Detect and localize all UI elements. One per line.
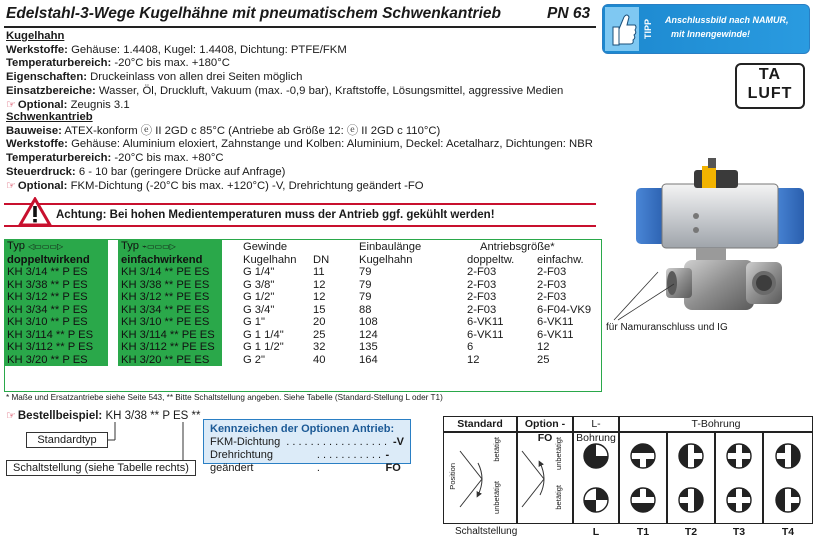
act-control: Steuerdruck: 6 - 10 bar (geringere Drücke auf Anfrage) xyxy=(6,165,286,178)
cell-dn: 32 xyxy=(313,341,326,353)
cell-typ-ew: KH 3/12 ** PE ES xyxy=(118,291,222,304)
cell-antrieb-einf: 2-F03 xyxy=(537,278,567,291)
label-l: L xyxy=(592,526,600,538)
col-dop: doppeltw. xyxy=(467,253,515,266)
warning-icon xyxy=(18,197,52,227)
bore-t4-icon xyxy=(776,444,800,512)
col-einbau-2: Kugelhahn xyxy=(359,253,413,266)
cell-antrieb-dop: 6 xyxy=(467,341,474,353)
page-title: Edelstahl-3-Wege Kugelhähne mit pneumatischem Schwenkantrieb xyxy=(6,5,501,22)
cell-gewinde: G 2" xyxy=(243,353,266,366)
cell-dn: 40 xyxy=(313,353,326,366)
cell-antrieb-dop: 2-F03 xyxy=(467,291,497,303)
standardtyp-box: Standardtyp xyxy=(26,432,108,448)
bv-uses: Einsatzbereiche: Wasser, Öl, Druckluft, Vakuum (max. -0,9 bar), Kraftstoffe, Lösungsmittel, aggressive Medien xyxy=(6,84,564,97)
cell-antrieb-dop: 6-VK11 xyxy=(467,328,504,341)
switch-standard-header: Standard xyxy=(443,416,517,432)
spacer xyxy=(222,354,240,367)
col-gewinde: Gewinde xyxy=(243,240,288,253)
cell-typ-ew: KH 3/10 ** PE ES xyxy=(118,316,222,329)
act-design: Bauweise: ATEX-konform ⓔ II 2GD c 85°C (Antriebe ab Größe 12: ⓔ II 2GD c 110°C) xyxy=(6,124,441,137)
tip-text xyxy=(665,13,789,41)
spacer xyxy=(222,316,240,329)
spacer xyxy=(108,341,118,354)
label-t3: T3 xyxy=(732,526,746,538)
cell-typ-dw: KH 3/10 ** P ES xyxy=(4,316,108,329)
pointing-hand-icon: ☞ xyxy=(6,410,16,422)
cell-typ-ew: KH 3/20 ** PE ES xyxy=(118,354,222,367)
betaetigt-label: betätigt xyxy=(492,437,501,462)
cell-antrieb-dop: 2-F03 xyxy=(467,303,497,316)
warning-bar xyxy=(4,203,596,225)
ball-valve-section xyxy=(6,30,563,112)
bv-temp: Temperaturbereich: -20°C bis max. +180°C xyxy=(6,57,230,70)
unbetaetigt-label: unbetätigt xyxy=(492,481,501,514)
badge-line-1: TA xyxy=(758,66,782,83)
warning-rule-bottom xyxy=(4,225,596,227)
cell-antrieb-dop: 12 xyxy=(467,353,480,366)
footnote: * Maße und Ersatzantriebe siehe Seite 543, ** Bitte Schaltstellung angeben. Siehe Tabelle (Standard-Stellung L oder T1) xyxy=(6,393,443,402)
col-antrieb: Antriebsgröße* xyxy=(480,240,555,253)
cell-gewinde: G 1/2" xyxy=(243,291,275,303)
cell-einbau: 79 xyxy=(359,266,372,278)
bore-l-icon xyxy=(584,444,608,512)
spacer xyxy=(108,304,118,317)
schaltstellung-label: Schaltstellung xyxy=(455,526,518,537)
table-row xyxy=(4,291,620,304)
t-bohrung-header: T-Bohrung xyxy=(619,416,813,432)
table-row xyxy=(4,341,620,354)
spacer xyxy=(108,240,118,254)
cell-antrieb-einf: 6-VK11 xyxy=(537,316,574,328)
product-table-body xyxy=(4,266,620,366)
switch-option-header: Option -FO xyxy=(517,416,573,432)
cell-einbau: 88 xyxy=(359,303,372,316)
actuator-heading: Schwenkantrieb xyxy=(6,111,93,123)
label-t4: T4 xyxy=(781,526,795,538)
cell-typ-ew: KH 3/114 ** PE ES xyxy=(118,329,222,342)
cell-typ-ew: KH 3/34 ** PE ES xyxy=(118,304,222,317)
schaltstellung-box: Schaltstellung (siehe Tabelle rechts) xyxy=(6,460,196,476)
cell-antrieb-einf: 6-F04-VK9 xyxy=(537,303,592,316)
spacer xyxy=(222,291,240,304)
order-connectors xyxy=(0,420,210,490)
col-typ-ew: Typ ⌁▭▭▭▷ xyxy=(118,240,222,254)
cell-einbau: 124 xyxy=(359,328,378,341)
cell-antrieb-einf: 2-F03 xyxy=(537,291,567,303)
spacer xyxy=(108,316,118,329)
cell-gewinde: G 3/4" xyxy=(243,303,275,316)
tip-label: TIPP xyxy=(643,19,653,40)
badge-line-2: LUFT xyxy=(747,85,793,102)
cell-typ-ew: KH 3/112 ** PE ES xyxy=(118,341,222,354)
table-row xyxy=(4,304,620,317)
col-ew-label: einfachwirkend xyxy=(118,254,222,267)
bv-props: Eigenschaften: Druckeinlass von allen drei Seiten möglich xyxy=(6,71,303,84)
betaetigt-label: betätigt xyxy=(554,485,563,510)
cell-einbau: 108 xyxy=(359,316,378,328)
spacer xyxy=(108,354,118,367)
cell-einbau: 164 xyxy=(359,353,378,366)
option-fkm: FKM-Dichtung . . . . . . . . . . . . . . . . . -V xyxy=(210,436,404,448)
cell-dn: 12 xyxy=(313,278,326,291)
tip-line-2: mit Innengewinde! xyxy=(671,29,751,39)
options-box xyxy=(203,419,411,474)
cell-typ-ew: KH 3/14 ** PE ES xyxy=(118,266,222,279)
spacer xyxy=(108,279,118,292)
dots: . . . . . . . . . . . . . . . . . xyxy=(286,436,388,448)
cell-antrieb-einf: 12 xyxy=(537,341,550,353)
dots: . . . . . . . . . . . . xyxy=(316,449,382,474)
position-label: Position xyxy=(448,463,457,490)
bore-symbols xyxy=(573,432,813,524)
order-example: ☞ Bestellbeispiel: KH 3/38 ** P ES ** xyxy=(6,410,201,422)
label-t2: T2 xyxy=(684,526,698,538)
cell-gewinde: G 3/8" xyxy=(243,278,275,291)
cell-typ-dw: KH 3/114 ** P ES xyxy=(4,329,108,342)
cell-dn: 11 xyxy=(313,266,325,278)
act-optional: ☞ Optional: FKM-Dichtung (-20°C bis max. +120°C) -V, Drehrichtung geändert -FO xyxy=(6,179,424,192)
table-row xyxy=(4,316,620,329)
position-diagram-fo-icon xyxy=(518,433,574,525)
cell-antrieb-dop: 6-VK11 xyxy=(467,316,504,328)
bore-t3-icon xyxy=(727,444,751,512)
cell-typ-dw: KH 3/14 ** P ES xyxy=(4,266,108,279)
spacer xyxy=(222,240,240,254)
cell-einbau: 79 xyxy=(359,278,372,291)
cell-antrieb-einf: 6-VK11 xyxy=(537,328,574,341)
spacer xyxy=(222,279,240,292)
unbetaetigt-label: unbetätigt xyxy=(554,437,563,470)
options-heading: Kennzeichen der Optionen Antrieb: xyxy=(210,423,395,435)
standard-diagram xyxy=(443,432,517,524)
table-row xyxy=(4,329,620,342)
switch-position-table xyxy=(443,416,813,541)
pointing-hand-icon: ☞ xyxy=(6,179,16,192)
bore-t1-icon xyxy=(631,444,655,512)
l-bohrung-header: L-Bohrung xyxy=(573,416,619,432)
cell-gewinde: G 1" xyxy=(243,316,266,328)
tip-line-1: Anschlussbild nach NAMUR, xyxy=(665,15,789,25)
cell-antrieb-einf: 2-F03 xyxy=(537,266,567,278)
spacer xyxy=(108,266,118,279)
warning-text: Achtung: Bei hohen Medientemperaturen muss der Antrieb ggf. gekühlt werden! xyxy=(56,209,495,221)
cell-typ-dw: KH 3/12 ** P ES xyxy=(4,291,108,304)
table-row xyxy=(4,266,620,279)
cell-typ-ew: KH 3/38 ** PE ES xyxy=(118,279,222,292)
tip-banner xyxy=(602,4,810,54)
cell-typ-dw: KH 3/20 ** P ES xyxy=(4,354,108,367)
valve-symbol-icon: ⌁▭▭▭▷ xyxy=(142,242,176,251)
spacer xyxy=(222,266,240,279)
actuator-section xyxy=(6,111,593,193)
act-materials: Werkstoffe: Gehäuse: Aluminium eloxiert, Zahnstange und Kolben: Aluminium, Deckel: Acetalharz, Dichtungen: NBR xyxy=(6,138,593,151)
cell-typ-dw: KH 3/38 ** P ES xyxy=(4,279,108,292)
cell-dn: 15 xyxy=(313,303,326,316)
col-einbau: Einbaulänge xyxy=(359,240,422,253)
spacer xyxy=(108,254,118,267)
namur-note: für Namuranschluss und IG xyxy=(606,322,728,333)
pointing-hand-icon: ☞ xyxy=(6,98,16,111)
col-dw-label: doppeltwirkend xyxy=(4,254,108,267)
spacer xyxy=(222,304,240,317)
col-kugelhahn: Kugelhahn xyxy=(243,253,297,266)
cell-gewinde: G 1/4" xyxy=(243,266,275,278)
warning-rule-top xyxy=(4,203,596,205)
bore-t2-icon xyxy=(679,444,703,512)
cell-typ-dw: KH 3/34 ** P ES xyxy=(4,304,108,317)
col-dn: DN xyxy=(313,253,330,266)
cell-antrieb-einf: 25 xyxy=(537,353,550,366)
cell-antrieb-dop: 2-F03 xyxy=(467,266,497,278)
spacer xyxy=(222,329,240,342)
label-t1: T1 xyxy=(636,526,650,538)
ta-luft-badge xyxy=(735,63,805,109)
cell-einbau: 79 xyxy=(359,291,372,303)
title-rule xyxy=(4,26,596,28)
spacer xyxy=(310,240,356,254)
product-table xyxy=(4,240,620,366)
bv-optional: ☞ Optional: Zeugnis 3.1 xyxy=(6,98,130,111)
thumbs-up-icon xyxy=(605,7,639,51)
bv-materials: Werkstoffe: Gehäuse: 1.4408, Kugel: 1.4408, Dichtung: PTFE/FKM xyxy=(6,43,347,56)
col-einf: einfachw. xyxy=(537,253,584,266)
ball-valve-heading: Kugelhahn xyxy=(6,30,65,42)
spacer xyxy=(108,291,118,304)
option-diagram xyxy=(517,432,573,524)
col-typ-dw: Typ ◁▭▭▭▷ xyxy=(4,240,108,254)
cell-dn: 12 xyxy=(313,291,326,303)
cell-dn: 20 xyxy=(313,316,326,328)
cell-typ-dw: KH 3/112 ** P ES xyxy=(4,341,108,354)
valve-symbol-icon: ◁▭▭▭▷ xyxy=(28,242,64,251)
spacer xyxy=(222,254,240,267)
spacer xyxy=(108,329,118,342)
cell-gewinde: G 1 1/4" xyxy=(243,328,284,341)
option-drehrichtung: Drehrichtung geändert . . . . . . . . . . . . -FO xyxy=(210,449,401,474)
act-temp: Temperaturbereich: -20°C bis max. +80°C xyxy=(6,152,224,165)
cell-gewinde: G 1 1/2" xyxy=(243,341,284,353)
table-row xyxy=(4,279,620,292)
cell-antrieb-dop: 2-F03 xyxy=(467,278,497,291)
table-row xyxy=(4,354,620,367)
spacer xyxy=(222,341,240,354)
cell-dn: 25 xyxy=(313,328,326,341)
pressure-rating: PN 63 xyxy=(547,5,591,22)
cell-einbau: 135 xyxy=(359,341,378,353)
